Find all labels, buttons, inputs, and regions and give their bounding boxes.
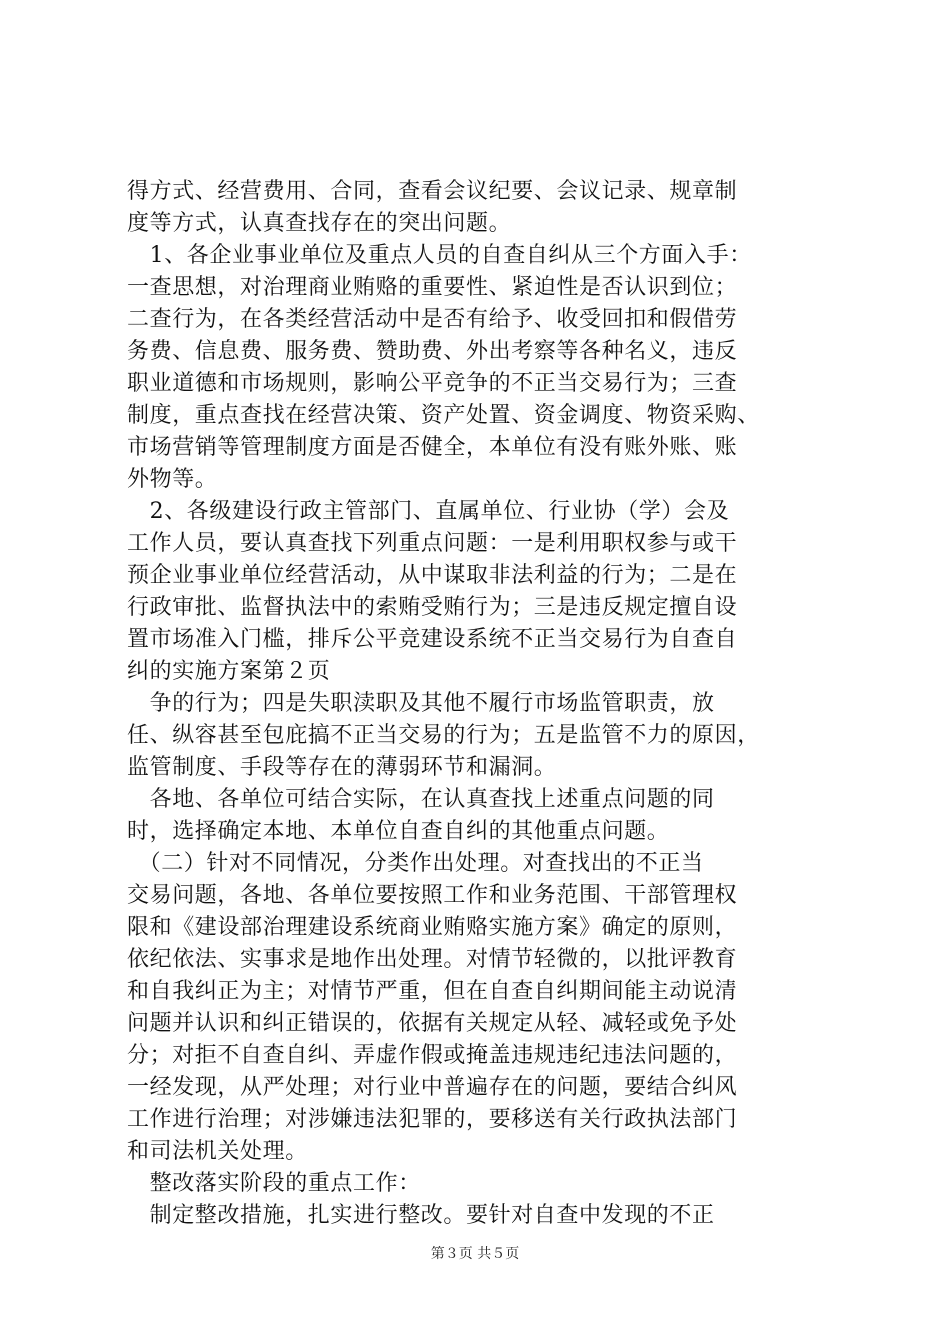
text-line: 整改落实阶段的重点工作：	[127, 1171, 421, 1196]
text-line: 任、纵容甚至包庇搞不正当交易的行为；五是监管不力的原因，	[127, 723, 760, 748]
text-line: 外物等。	[127, 467, 218, 492]
text-line: 得方式、经营费用、合同，查看会议纪要、会议记录、规章制	[127, 179, 738, 204]
text-line: 时，选择确定本地、本单位自查自纠的其他重点问题。	[127, 819, 670, 844]
text-line: 置市场准入门槛，排斥公平竞建设系统不正当交易行为自查自	[127, 627, 738, 652]
text-line: 制定整改措施，扎实进行整改。要针对自查中发现的不正	[127, 1203, 715, 1228]
text-line: 2、各级建设行政主管部门、直属单位、行业协（学）会及	[127, 499, 730, 524]
text-line: 和自我纠正为主；对情节严重，但在自查自纠期间能主动说清	[127, 979, 738, 1004]
text-line: 二查行为，在各类经营活动中是否有给予、收受回扣和假借劳	[127, 307, 738, 332]
text-line: 制度，重点查找在经营决策、资产处置、资金调度、物资采购、	[127, 403, 760, 428]
text-line: 分；对拒不自查自纠、弄虚作假或掩盖违规违纪违法问题的，	[127, 1043, 738, 1068]
text-line: 监管制度、手段等存在的薄弱环节和漏洞。	[127, 755, 557, 780]
text-line: 问题并认识和纠正错误的，依据有关规定从轻、减轻或免予处	[127, 1011, 738, 1036]
text-line: 市场营销等管理制度方面是否健全，本单位有没有账外账、账	[127, 435, 738, 460]
text-line: 职业道德和市场规则，影响公平竞争的不正当交易行为；三查	[127, 371, 738, 396]
text-line: 交易问题，各地、各单位要按照工作和业务范围、干部管理权	[127, 883, 738, 908]
text-line: 和司法机关处理。	[127, 1139, 308, 1164]
text-line: 行政审批、监督执法中的索贿受贿行为；三是违反规定擅自设	[127, 595, 738, 620]
text-line: 度等方式，认真查找存在的突出问题。	[127, 211, 512, 236]
text-line: 限和《建设部治理建设系统商业贿赂实施方案》确定的原则，	[127, 915, 738, 940]
text-line: 工作进行治理；对涉嫌违法犯罪的，要移送有关行政执法部门	[127, 1107, 738, 1132]
text-line: 1、各企业事业单位及重点人员的自查自纠从三个方面入手：	[127, 243, 752, 268]
page-footer: 第３页 共５页	[430, 1246, 520, 1262]
text-line: 各地、各单位可结合实际，在认真查找上述重点问题的同	[127, 787, 715, 812]
text-line: 争的行为；四是失职渎职及其他不履行市场监管职责，放	[127, 691, 715, 716]
text-line: 预企业事业单位经营活动，从中谋取非法利益的行为；二是在	[127, 563, 738, 588]
text-line: 务费、信息费、服务费、赞助费、外出考察等各种名义，违反	[127, 339, 738, 364]
text-line: 依纪依法、实事求是地作出处理。对情节轻微的，以批评教育	[127, 947, 738, 972]
text-line: 一经发现，从严处理；对行业中普遍存在的问题，要结合纠风	[127, 1075, 738, 1100]
document-body	[127, 176, 833, 1232]
text-line: 纠的实施方案第２页	[127, 659, 331, 684]
text-line: 工作人员，要认真查找下列重点问题：一是利用职权参与或干	[127, 531, 738, 556]
text-line: （二）针对不同情况，分类作出处理。对查找出的不正当	[127, 851, 704, 876]
text-line: 一查思想，对治理商业贿赂的重要性、紧迫性是否认识到位；	[127, 275, 738, 300]
